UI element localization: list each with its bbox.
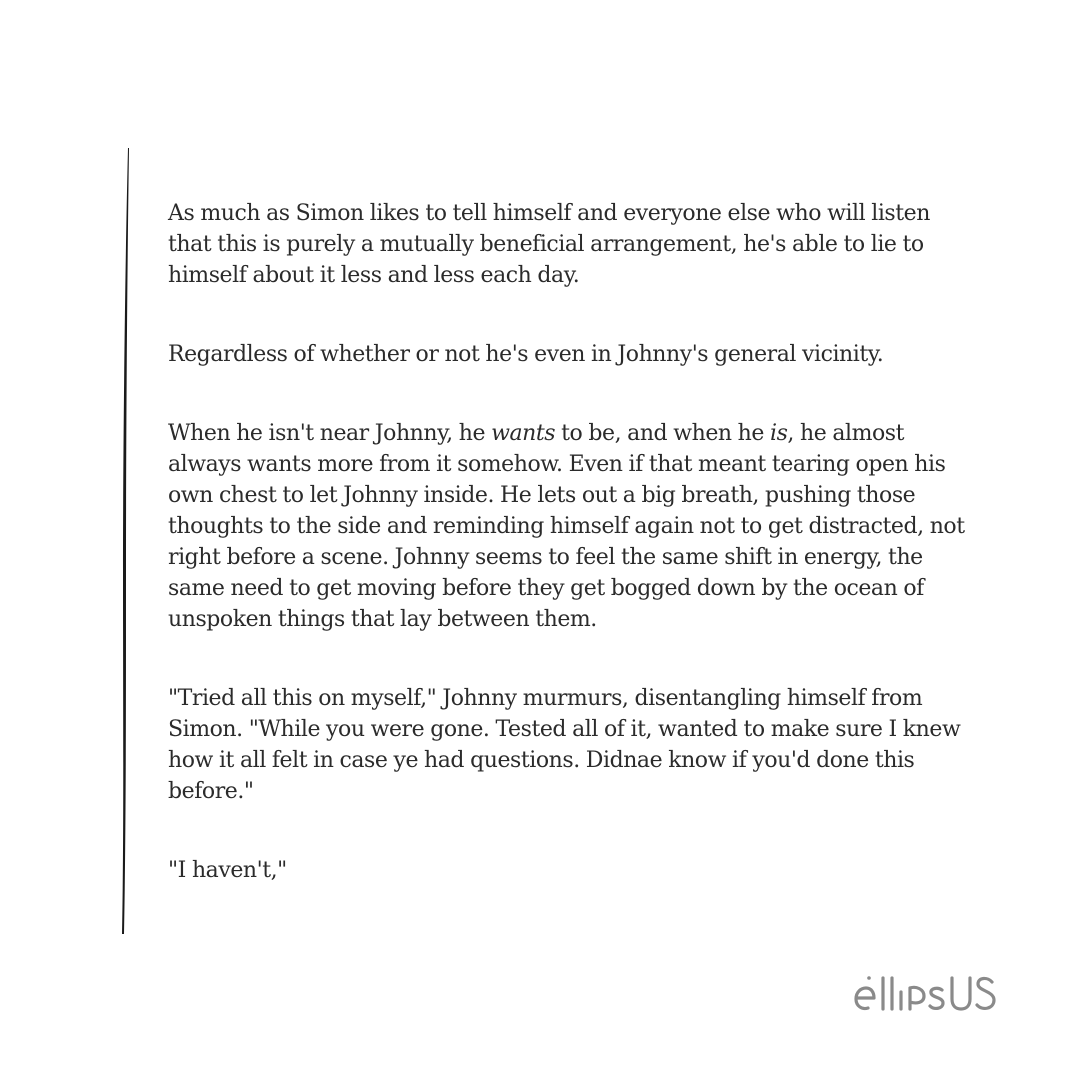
vertical-rule-decoration bbox=[116, 148, 136, 934]
paragraph-3-part-3: , he almost always wants more from it somehow. Even if that meant tearing open his own chest to let Johnny inside. He lets out a big breath, pushing those thoughts to the side and reminding himself again not to get distracted, not right before a scene. Johnny seems to feel the same shift in energy, the same need to get moving before they get bogged down by the ocean of unspoken things that lay between them. bbox=[168, 421, 965, 632]
emphasis-wants: wants bbox=[491, 421, 556, 446]
paragraph-4: "Tried all this on myself," Johnny murmurs, disentangling himself from Simon. "While you were gone. Tested all of it, wanted to make sure I knew how it all felt in case ye had questions. Didnae know if you'd done this before." bbox=[168, 686, 961, 804]
paragraph-3-part-2: to be, and when he bbox=[555, 421, 770, 446]
ellipsus-logo bbox=[852, 972, 1008, 1016]
story-text bbox=[168, 198, 968, 934]
paragraph-5: "I haven't," bbox=[168, 858, 287, 883]
paragraph-3-part-1: When he isn't near Johnny, he bbox=[168, 421, 492, 446]
paragraph-3 bbox=[168, 418, 968, 635]
emphasis-is: is bbox=[769, 421, 788, 446]
paragraph-2: Regardless of whether or not he's even in Johnny's general vicinity. bbox=[168, 342, 884, 367]
paragraph-1: As much as Simon likes to tell himself and everyone else who will listen that this is purely a mutually beneficial arrangement, he's able to lie to himself about it less and less each day. bbox=[168, 201, 930, 288]
